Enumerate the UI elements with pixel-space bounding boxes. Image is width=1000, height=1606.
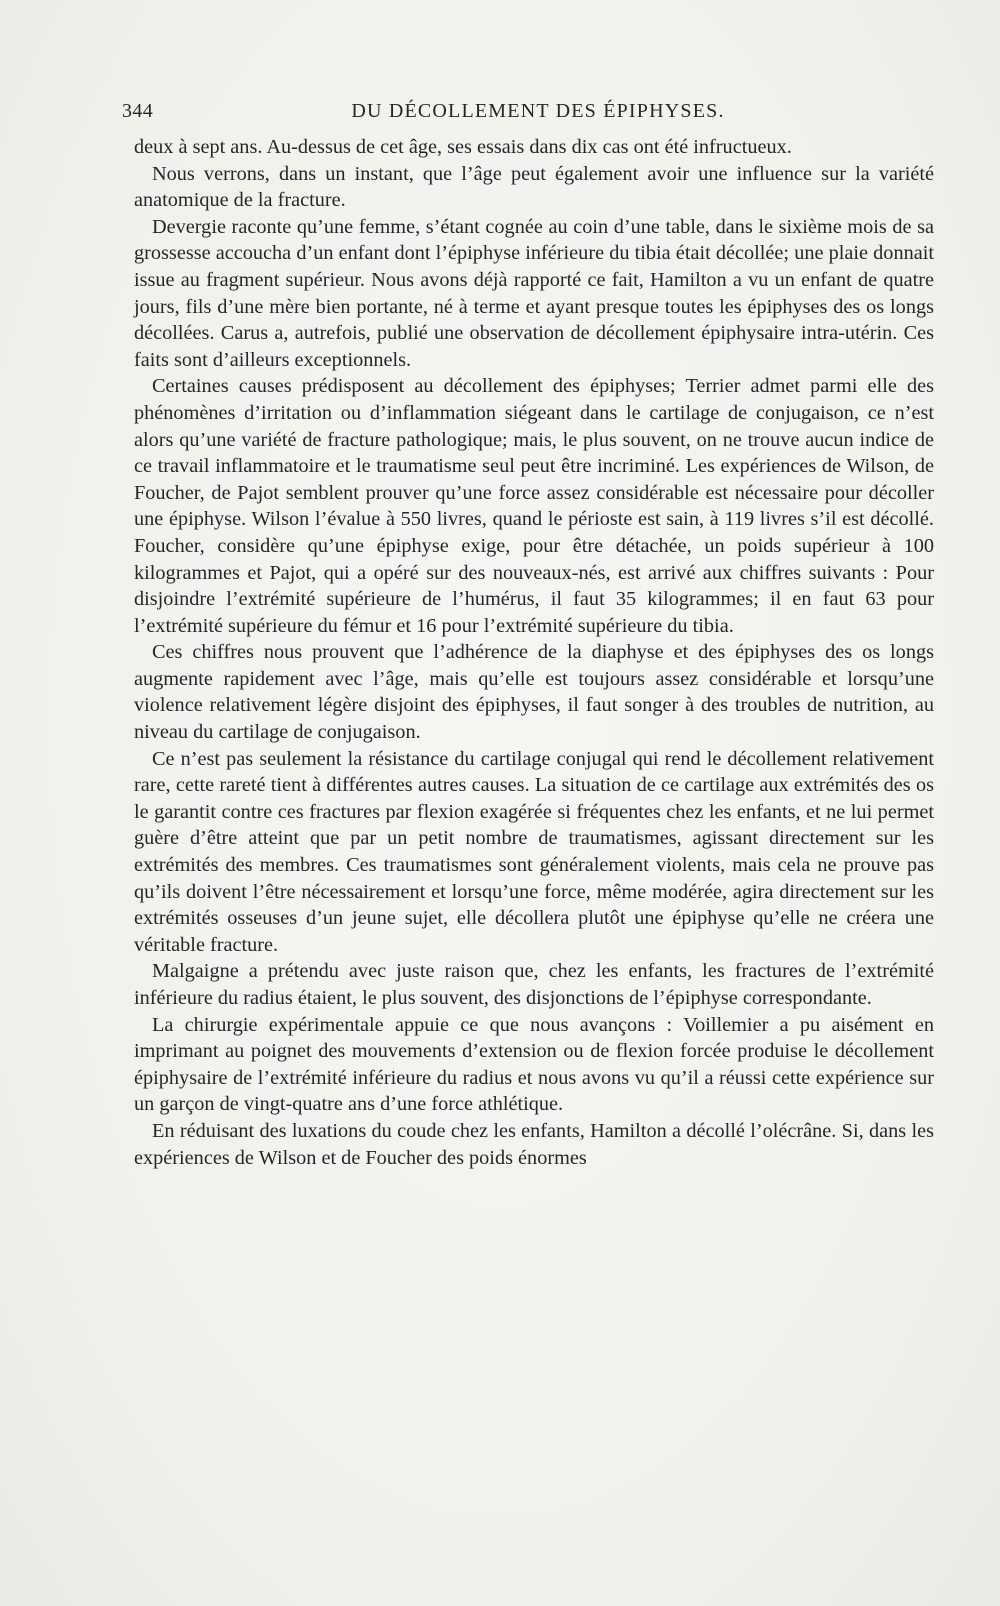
paragraph: Ces chiffres nous prouvent que l’adhérence de la diaphyse et des épiphyses des os longs augmente rapidement avec l’âge, mais qu’elle est toujours assez considérable et lorsqu’une violence relativement légère disjoint des épiphyses, il faut songer à des troubles de nutrition, au niveau du cartilage de conjugaison. (134, 641, 934, 744)
paragraph: Certaines causes prédisposent au décollement des épiphyses; Terrier admet parmi elle des phénomènes d’irritation ou d’inflammation siégeant dans le cartilage de conjugaison, ce n’est alors qu’une variété de fracture pathologique; mais, le plus souvent, on ne trouve aucun indice de ce travail inflammatoire et le traumatisme seul peut être incriminé. Les expériences de Wilson, de Foucher, de Pajot semblent prouver qu’une force assez considérable est nécessaire pour décoller une épiphyse. Wilson l’évalue à 550 livres, quand le périoste est sain, à 119 livres s’il est décollé. Foucher, considère qu’une épiphyse exige, pour être détachée, un poids supérieur à 100 kilogrammes et Pajot, qui a opéré sur des nouveaux-nés, est arrivé aux chiffres suivants : Pour disjoindre l’extrémité supérieure de l’humérus, il faut 35 kilogrammes; il en faut 63 pour l’extrémité supérieure du fémur et 16 pour l’extrémité supérieure du tibia. (134, 375, 934, 637)
paragraph: En réduisant des luxations du coude chez les enfants, Hamilton a décollé l’olécrâne. Si, dans les expériences de Wilson et de Foucher des poids énormes (134, 1119, 934, 1169)
paragraph: Malgaigne a prétendu avec juste raison que, chez les enfants, les fractures de l’extrémité inférieure du radius étaient, le plus souvent, des disjonctions de l’épiphyse correspondante. (134, 960, 934, 1009)
body-text (134, 134, 934, 1171)
running-title: DU DÉCOLLEMENT DES ÉPIPHYSES. (351, 100, 725, 122)
page-number: 344 (122, 100, 154, 122)
paragraph: deux à sept ans. Au-dessus de cet âge, ses essais dans dix cas ont été infructueux. (134, 136, 792, 158)
paragraph: Ce n’est pas seulement la résistance du cartilage conjugal qui rend le décollement relativement rare, cette rareté tient à différentes autres causes. La situation de ce cartilage aux extrémités des os le garantit contre ces fractures par flexion exagérée si fréquentes chez les enfants, et ne lui permet guère d’être atteint que par un petit nombre de traumatismes, agissant directement sur les extrémités des membres. Ces traumatismes sont généralement violents, mais cela ne prouve pas qu’ils doivent l’être nécessairement et lorsqu’une force, même modérée, agira directement sur les extrémités osseuses d’un jeune sujet, elle décollera plutôt une épiphyse qu’elle ne créera une véritable fracture. (134, 747, 934, 956)
paragraph: La chirurgie expérimentale appuie ce que nous avançons : Voillemier a pu aisément en imprimant au poignet des mouvements d’extension ou de flexion forcée produise le décollement épiphysaire de l’extrémité inférieure du radius et nous avons vu qu’il a réussi cette expérience sur un garçon de vingt-quatre ans d’une force athlétique. (134, 1013, 934, 1116)
paragraph: Nous verrons, dans un instant, que l’âge peut également avoir une influence sur la variété anatomique de la fracture. (134, 162, 934, 212)
paragraph: Devergie raconte qu’une femme, s’étant cognée au coin d’une table, dans le sixième mois de sa grossesse accoucha d’un enfant dont l’épiphyse inférieure du tibia était décollée; une plaie donnait issue au fragment supérieur. Nous avons déjà rapporté ce fait, Hamilton a vu un enfant de quatre jours, fils d’une mère bien portante, né à terme et ayant presque toutes les épiphyses des os longs décollées. Carus a, autrefois, publié une observation de décollement épiphysaire intra-utérin. Ces faits sont d’ailleurs exceptionnels. (134, 215, 934, 371)
page-header (122, 100, 934, 130)
